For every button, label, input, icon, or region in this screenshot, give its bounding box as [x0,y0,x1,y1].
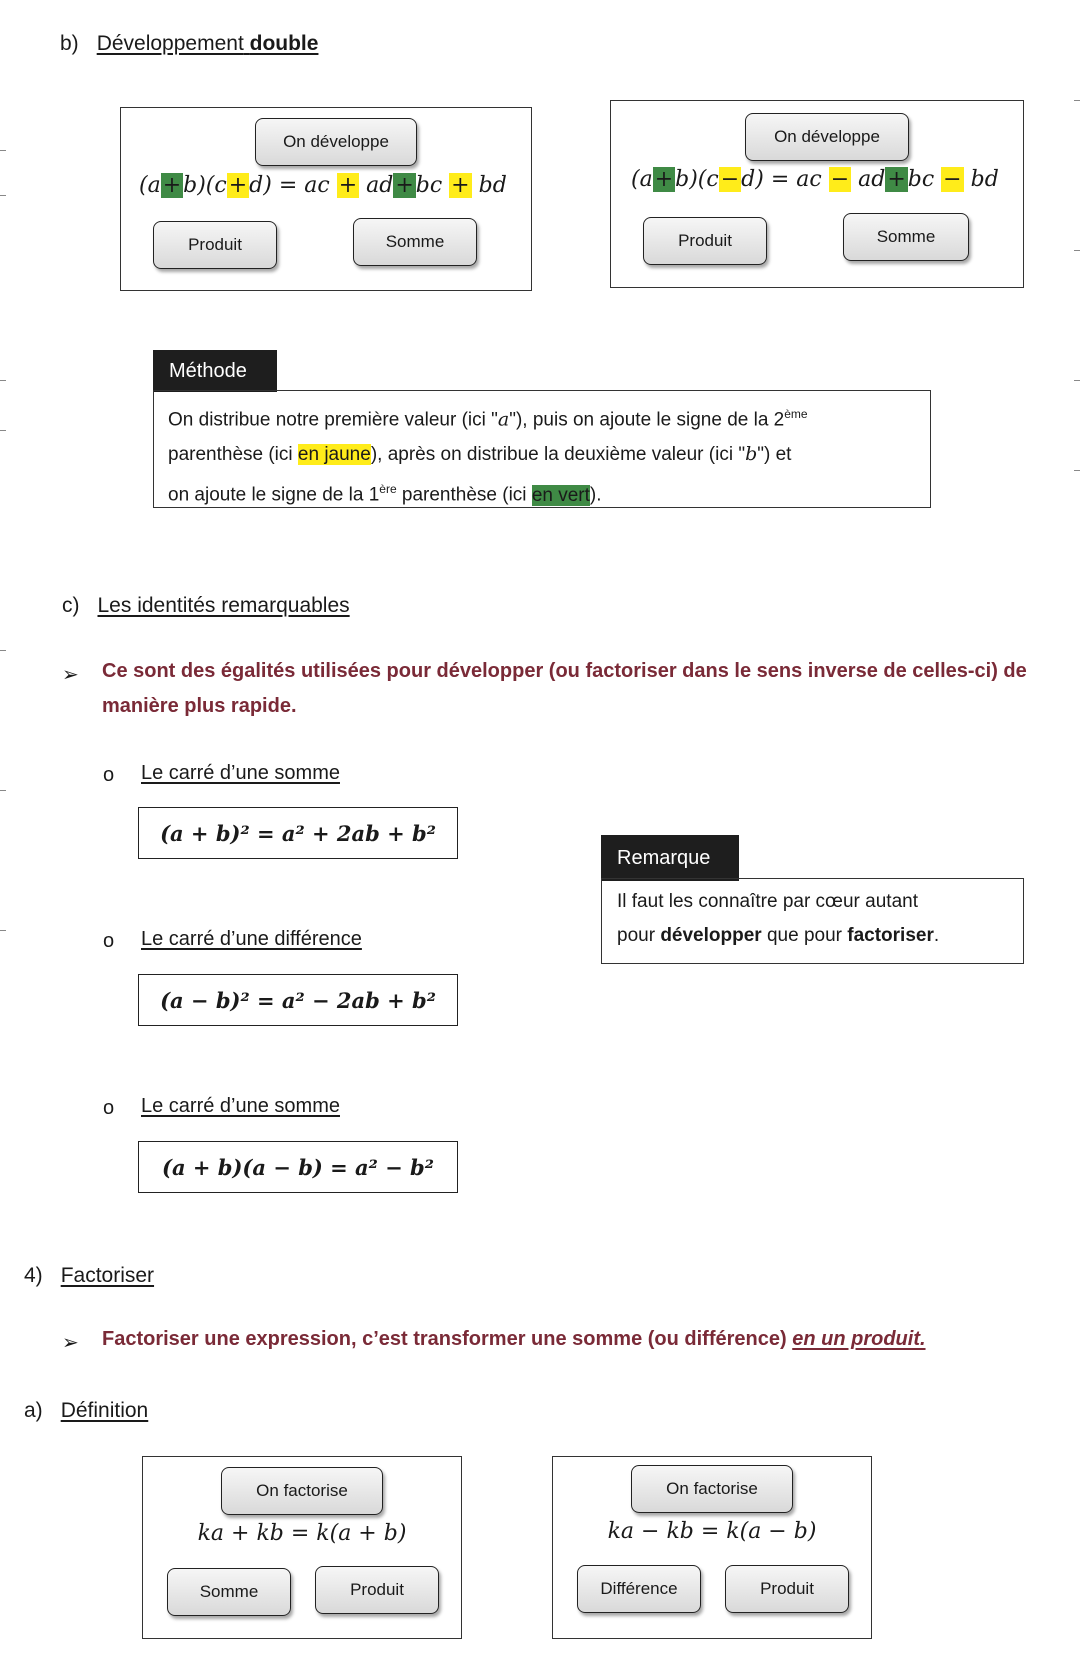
margin-tick [0,380,6,381]
sign-yellow: + [338,173,358,198]
eq-part: bd [970,167,999,192]
remarque-bold: développer [660,925,762,946]
remarque-text: que pour [761,925,848,946]
methode-var: b [745,443,758,466]
sign-green: + [162,173,182,198]
eq-part: ad [366,173,394,198]
section-c-letter: c) [62,594,80,617]
eq-part: ad [858,167,886,192]
dev2-somme-button[interactable]: Somme [843,213,969,261]
methode-line-3 [168,472,916,512]
intro-4-plain: Factoriser une expression, c’est transformer une somme (ou différence) [102,1328,793,1350]
eq-part: b)(c [675,167,719,192]
methode-text: parenthèse (ici [168,444,298,466]
remarque-text: . [933,925,940,946]
identity-2-label: Le carré d’une différence [141,928,362,950]
section-c-title: Les identités remarquables [97,594,350,617]
methode-text: ") et [757,444,792,466]
section-4-title: Factoriser [60,1264,155,1287]
dev2-equation [631,167,999,192]
methode-text: On distribue notre première valeur (ici " [168,409,498,431]
margin-tick [0,790,6,791]
margin-tick [1074,470,1080,471]
margin-tick [1074,100,1080,101]
eq-part: (a [631,167,653,192]
section-a-letter: a) [24,1399,43,1422]
fact2-produit-button[interactable]: Produit [725,1565,849,1613]
methode-sup: ère [379,482,397,497]
section-4-number: 4) [24,1264,43,1287]
identity-3-label: Le carré d’une somme [141,1095,340,1117]
methode-line-2 [168,437,916,472]
methode-text: "), puis on ajoute le signe de la 2 [509,409,785,431]
dev-example-2 [610,100,1024,288]
eq-part: bc [907,167,935,192]
fact1-produit-button[interactable]: Produit [315,1566,439,1614]
remarque-box [601,878,1024,964]
circle-bullet-icon: o [103,930,115,952]
factor-example-2 [552,1456,872,1639]
fact2-difference-button[interactable]: Différence [577,1565,701,1613]
intro-4-text [102,1322,926,1357]
section-b-title [97,32,319,55]
margin-tick [0,650,6,651]
fact2-on-factorise-button[interactable]: On factorise [631,1465,793,1513]
eq-part: bd [478,173,507,198]
circle-bullet-icon: o [103,1097,115,1119]
margin-tick [0,150,6,151]
dev1-on-developpe-button[interactable]: On développe [255,118,417,166]
sign-yellow: − [830,167,850,192]
remarque-text: pour [617,925,661,946]
fact1-on-factorise-button[interactable]: On factorise [221,1467,383,1515]
eq-part: bc [415,173,443,198]
identity-2-formula: (a − b)² = a² − 2ab + b² [138,974,458,1026]
highlight-yellow: en jaune [297,444,371,466]
methode-text: ). [589,484,602,506]
sign-yellow: − [943,167,962,192]
dev2-produit-button[interactable]: Produit [643,217,767,265]
methode-text: on ajoute le signe de la 1 [168,484,380,506]
sign-yellow: − [720,167,740,192]
circle-bullet-icon: o [103,764,115,786]
dev-example-1 [120,107,532,291]
intro-4-emphasis: en un produit. [792,1328,926,1350]
fact1-equation: ka + kb = k(a + b) [197,1521,407,1546]
dev2-on-developpe-button[interactable]: On développe [745,113,909,161]
section-a-title: Définition [60,1399,149,1422]
intro-c-text: Ce sont des égalités utilisées pour développer (ou factoriser dans le sens inverse de celles-ci) de manière plus rapide. [102,660,1027,717]
sign-yellow: + [451,173,470,198]
identity-3-formula: (a + b)(a − b) = a² − b² [138,1141,458,1193]
identity-1-label: Le carré d’une somme [141,762,340,784]
highlight-green: en vert [531,484,590,506]
methode-var: a [497,408,510,431]
dev1-equation [139,173,507,198]
sign-green: + [654,167,674,192]
fact1-somme-button[interactable]: Somme [167,1568,291,1616]
section-b-title-bold: double [249,32,319,55]
eq-part: (a [139,173,161,198]
section-b-heading [60,32,318,56]
methode-text: parenthèse (ici [396,484,532,506]
eq-part: d) = ac [741,167,822,192]
section-a-heading [24,1399,148,1423]
eq-part: d) = ac [249,173,330,198]
fact2-equation: ka − kb = k(a − b) [607,1519,817,1544]
margin-tick [0,195,6,196]
margin-tick [0,430,6,431]
arrow-bullet-icon: ➢ [62,664,79,686]
sign-green: + [887,167,906,192]
margin-tick [1074,380,1080,381]
remarque-bold: factoriser [847,925,934,946]
arrow-bullet-icon: ➢ [62,1332,79,1354]
sign-green: + [395,173,414,198]
methode-sup: ème [784,407,808,421]
sign-yellow: + [228,173,248,198]
dev1-produit-button[interactable]: Produit [153,221,277,269]
section-b-title-plain: Développement [96,32,244,55]
factor-example-1 [142,1456,462,1639]
section-c-heading [62,594,350,618]
identity-1-formula: (a + b)² = a² + 2ab + b² [138,807,458,859]
methode-label: Méthode [153,350,277,392]
margin-tick [1074,250,1080,251]
section-4-heading [24,1264,154,1288]
methode-line-1 [168,397,916,437]
remarque-line-2 [617,919,1008,953]
methode-box [153,390,931,508]
remarque-line-1: Il faut les connaître par cœur autant [617,891,918,912]
margin-tick [0,930,6,931]
section-b-letter: b) [60,32,79,55]
dev1-somme-button[interactable]: Somme [353,218,477,266]
methode-text: ), après on distribue la deuxième valeur (ici " [370,444,746,466]
eq-part: b)(c [183,173,227,198]
remarque-label: Remarque [601,835,739,881]
